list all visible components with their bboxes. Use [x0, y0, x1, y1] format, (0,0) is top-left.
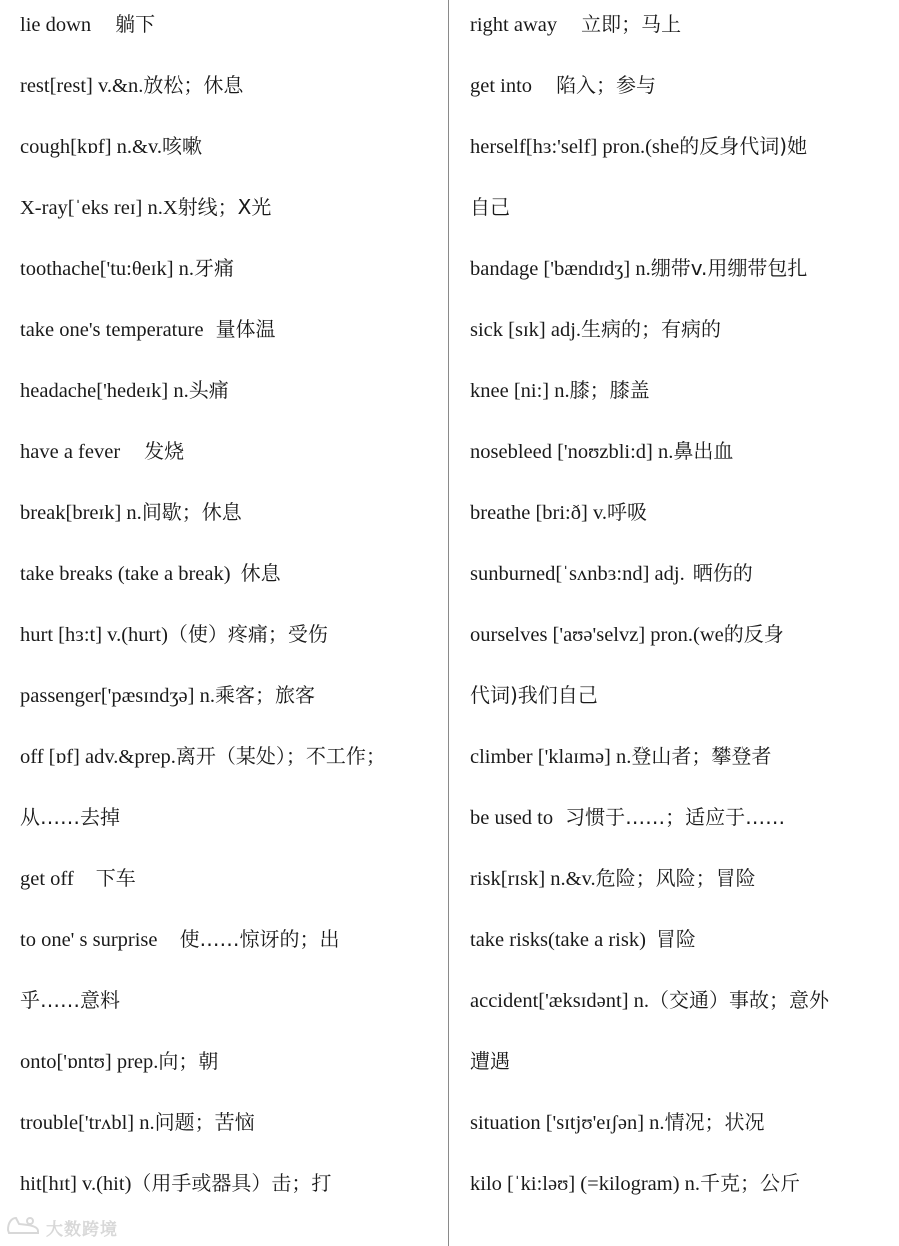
- entry-english: kilo [ˈki:ləʊ] (=kilogram) n.: [470, 1173, 701, 1195]
- entry-english: get into: [470, 75, 533, 97]
- entry-chinese: 间歇；休息: [141, 500, 242, 524]
- entry-english: situation ['sɪtjʊ'eɪʃən] n.: [470, 1112, 665, 1134]
- entry-chinese: 射线；X光: [177, 195, 272, 219]
- entry-english: take breaks (take a break): [20, 563, 231, 585]
- entry-english: lie down: [20, 14, 92, 36]
- entry-chinese: 头痛: [188, 378, 229, 402]
- entry-english: get off: [20, 868, 74, 890]
- entry-chinese: 量体温: [215, 317, 276, 341]
- entry-chinese: 生病的；有病的: [581, 317, 722, 341]
- vocab-entry: [20, 1107, 255, 1137]
- entry-chinese: 情况；状况: [664, 1110, 765, 1134]
- vocab-entry: [470, 9, 681, 39]
- vocab-entry: [470, 70, 656, 100]
- vocab-entry: [470, 802, 785, 832]
- vocab-entry: [470, 1168, 800, 1198]
- entry-english: nosebleed ['noʊzbli:d] n.: [470, 441, 674, 463]
- vocab-entry: [20, 863, 136, 893]
- vocab-entry: [470, 924, 696, 954]
- entry-chinese: 乘客；旅客: [214, 683, 315, 707]
- entry-english: break[breɪk] n.: [20, 502, 142, 524]
- entry-english: right away: [470, 14, 558, 36]
- watermark-text: 大数跨境: [46, 1219, 118, 1240]
- entry-chinese: 向；朝: [158, 1049, 219, 1073]
- vocab-entry: [470, 1107, 765, 1137]
- vocab-entry: [20, 741, 386, 771]
- entry-english: toothache['tu:θeɪk] n.: [20, 258, 195, 280]
- entry-chinese: 习惯于……；适应于……: [565, 805, 786, 829]
- entry-chinese: 晒伤的: [692, 561, 753, 585]
- entry-english: accident['æksɪdənt] n.: [470, 990, 650, 1012]
- entry-chinese: 膝；膝盖: [569, 378, 650, 402]
- vocab-entry: [470, 436, 733, 466]
- vocab-entry: [20, 253, 234, 283]
- vocab-entry: [20, 680, 315, 710]
- entry-english: have a fever: [20, 441, 121, 463]
- entry-english: breathe [bri:ð] v.: [470, 502, 607, 524]
- entry-chinese: 自己: [470, 195, 510, 219]
- entry-english: onto['ɒntʊ] prep.: [20, 1051, 159, 1073]
- entry-chinese: 问题；苦恼: [154, 1110, 255, 1134]
- entry-english: hurt [hɜ:t] v.(hurt): [20, 624, 168, 646]
- entry-chinese: 危险；风险；冒险: [595, 866, 756, 890]
- entry-chinese: 躺下: [115, 12, 156, 36]
- entry-english: climber ['klaɪmə] n.: [470, 746, 632, 768]
- entry-english: knee [ni:] n.: [470, 380, 570, 402]
- vocab-entry: [20, 1168, 331, 1198]
- vocab-entry-continued: [470, 680, 598, 710]
- entry-chinese: 陷入；参与: [556, 73, 657, 97]
- entry-english: be used to: [470, 807, 554, 829]
- entry-english: passenger['pæsɪndʒə] n.: [20, 685, 215, 707]
- entry-chinese: （用手或器具）击；打: [131, 1171, 332, 1195]
- vocab-entry-continued: [470, 1046, 510, 1076]
- entry-chinese: 放松；休息: [143, 73, 244, 97]
- vocab-entry: [20, 314, 276, 344]
- entry-chinese: 鼻出血: [673, 439, 734, 463]
- entry-chinese: 下车: [95, 866, 136, 890]
- entry-english: X-ray[ˈeks reɪ] n.X: [20, 197, 178, 219]
- entry-chinese: 登山者；攀登者: [631, 744, 772, 768]
- vocab-entry: [470, 497, 647, 527]
- column-divider: [448, 0, 449, 1246]
- entry-english: herself[hɜ:'self] pron.(she: [470, 136, 680, 158]
- entry-chinese: （交通）事故；意外: [649, 988, 830, 1012]
- entry-chinese: 休息: [240, 561, 281, 585]
- vocab-entry: [20, 619, 328, 649]
- entry-chinese: 离开（某处）；不工作；: [175, 744, 386, 768]
- vocab-entry: [20, 70, 243, 100]
- entry-chinese: 乎……意料: [20, 988, 120, 1012]
- vocab-entry: [20, 131, 202, 161]
- entry-chinese: 咳嗽: [162, 134, 203, 158]
- vocab-entry-continued: [470, 192, 510, 222]
- entry-chinese: 立即；马上: [581, 12, 682, 36]
- entry-english: rest[rest] v.&n.: [20, 75, 144, 97]
- entry-chinese: 代词)我们自己: [470, 683, 598, 707]
- vocab-entry: [20, 497, 242, 527]
- entry-chinese: 千克；公斤: [700, 1171, 801, 1195]
- entry-chinese: 牙痛: [194, 256, 235, 280]
- entry-english: to one' s surprise: [20, 929, 158, 951]
- entry-chinese: （使）疼痛；受伤: [167, 622, 328, 646]
- entry-chinese: 从……去掉: [20, 805, 120, 829]
- entry-chinese: 使……惊讶的；出: [179, 927, 340, 951]
- entry-english: trouble['trʌbl] n.: [20, 1112, 155, 1134]
- entry-english: off [ɒf] adv.&prep.: [20, 746, 176, 768]
- vocab-entry: [20, 1046, 218, 1076]
- entry-chinese: 冒险: [655, 927, 696, 951]
- vocab-entry: [470, 558, 753, 588]
- vocab-entry: [20, 192, 271, 222]
- entry-chinese: 遭遇: [470, 1049, 510, 1073]
- vocab-entry: [20, 375, 229, 405]
- vocab-entry: [20, 436, 184, 466]
- entry-chinese: 的反身代词)她: [679, 134, 808, 158]
- vocab-entry: [470, 253, 807, 283]
- entry-chinese: 绷带v.用绷带包扎: [650, 256, 808, 280]
- vocab-entry: [470, 375, 650, 405]
- entry-english: cough[kɒf] n.&v.: [20, 136, 163, 158]
- vocab-entry: [470, 985, 829, 1015]
- entry-chinese: 的反身: [723, 622, 784, 646]
- vocab-entry-continued: [20, 802, 120, 832]
- entry-english: headache['hedeɪk] n.: [20, 380, 189, 402]
- vocab-entry-continued: [20, 985, 120, 1015]
- vocab-entry: [470, 314, 721, 344]
- watermark: [6, 1214, 118, 1240]
- entry-english: ourselves ['aʊə'selvz] pron.(we: [470, 624, 724, 646]
- entry-english: take one's temperature: [20, 319, 204, 341]
- entry-english: sunburned[ˈsʌnbɜ:nd] adj.: [470, 563, 685, 585]
- vocab-entry: [470, 131, 807, 161]
- vocab-entry: [20, 924, 340, 954]
- entry-english: take risks(take a risk): [470, 929, 646, 951]
- entry-chinese: 发烧: [144, 439, 185, 463]
- entry-english: sick [sɪk] adj.: [470, 319, 582, 341]
- entry-chinese: 呼吸: [606, 500, 647, 524]
- vocab-entry: [470, 619, 784, 649]
- entry-english: risk[rɪsk] n.&v.: [470, 868, 596, 890]
- entry-english: bandage ['bændɪdʒ] n.: [470, 258, 651, 280]
- vocab-entry: [20, 9, 155, 39]
- vocab-entry: [470, 741, 771, 771]
- entry-english: hit[hɪt] v.(hit): [20, 1173, 132, 1195]
- vocab-entry: [470, 863, 756, 893]
- shoe-logo-icon: [6, 1214, 40, 1241]
- vocab-entry: [20, 558, 281, 588]
